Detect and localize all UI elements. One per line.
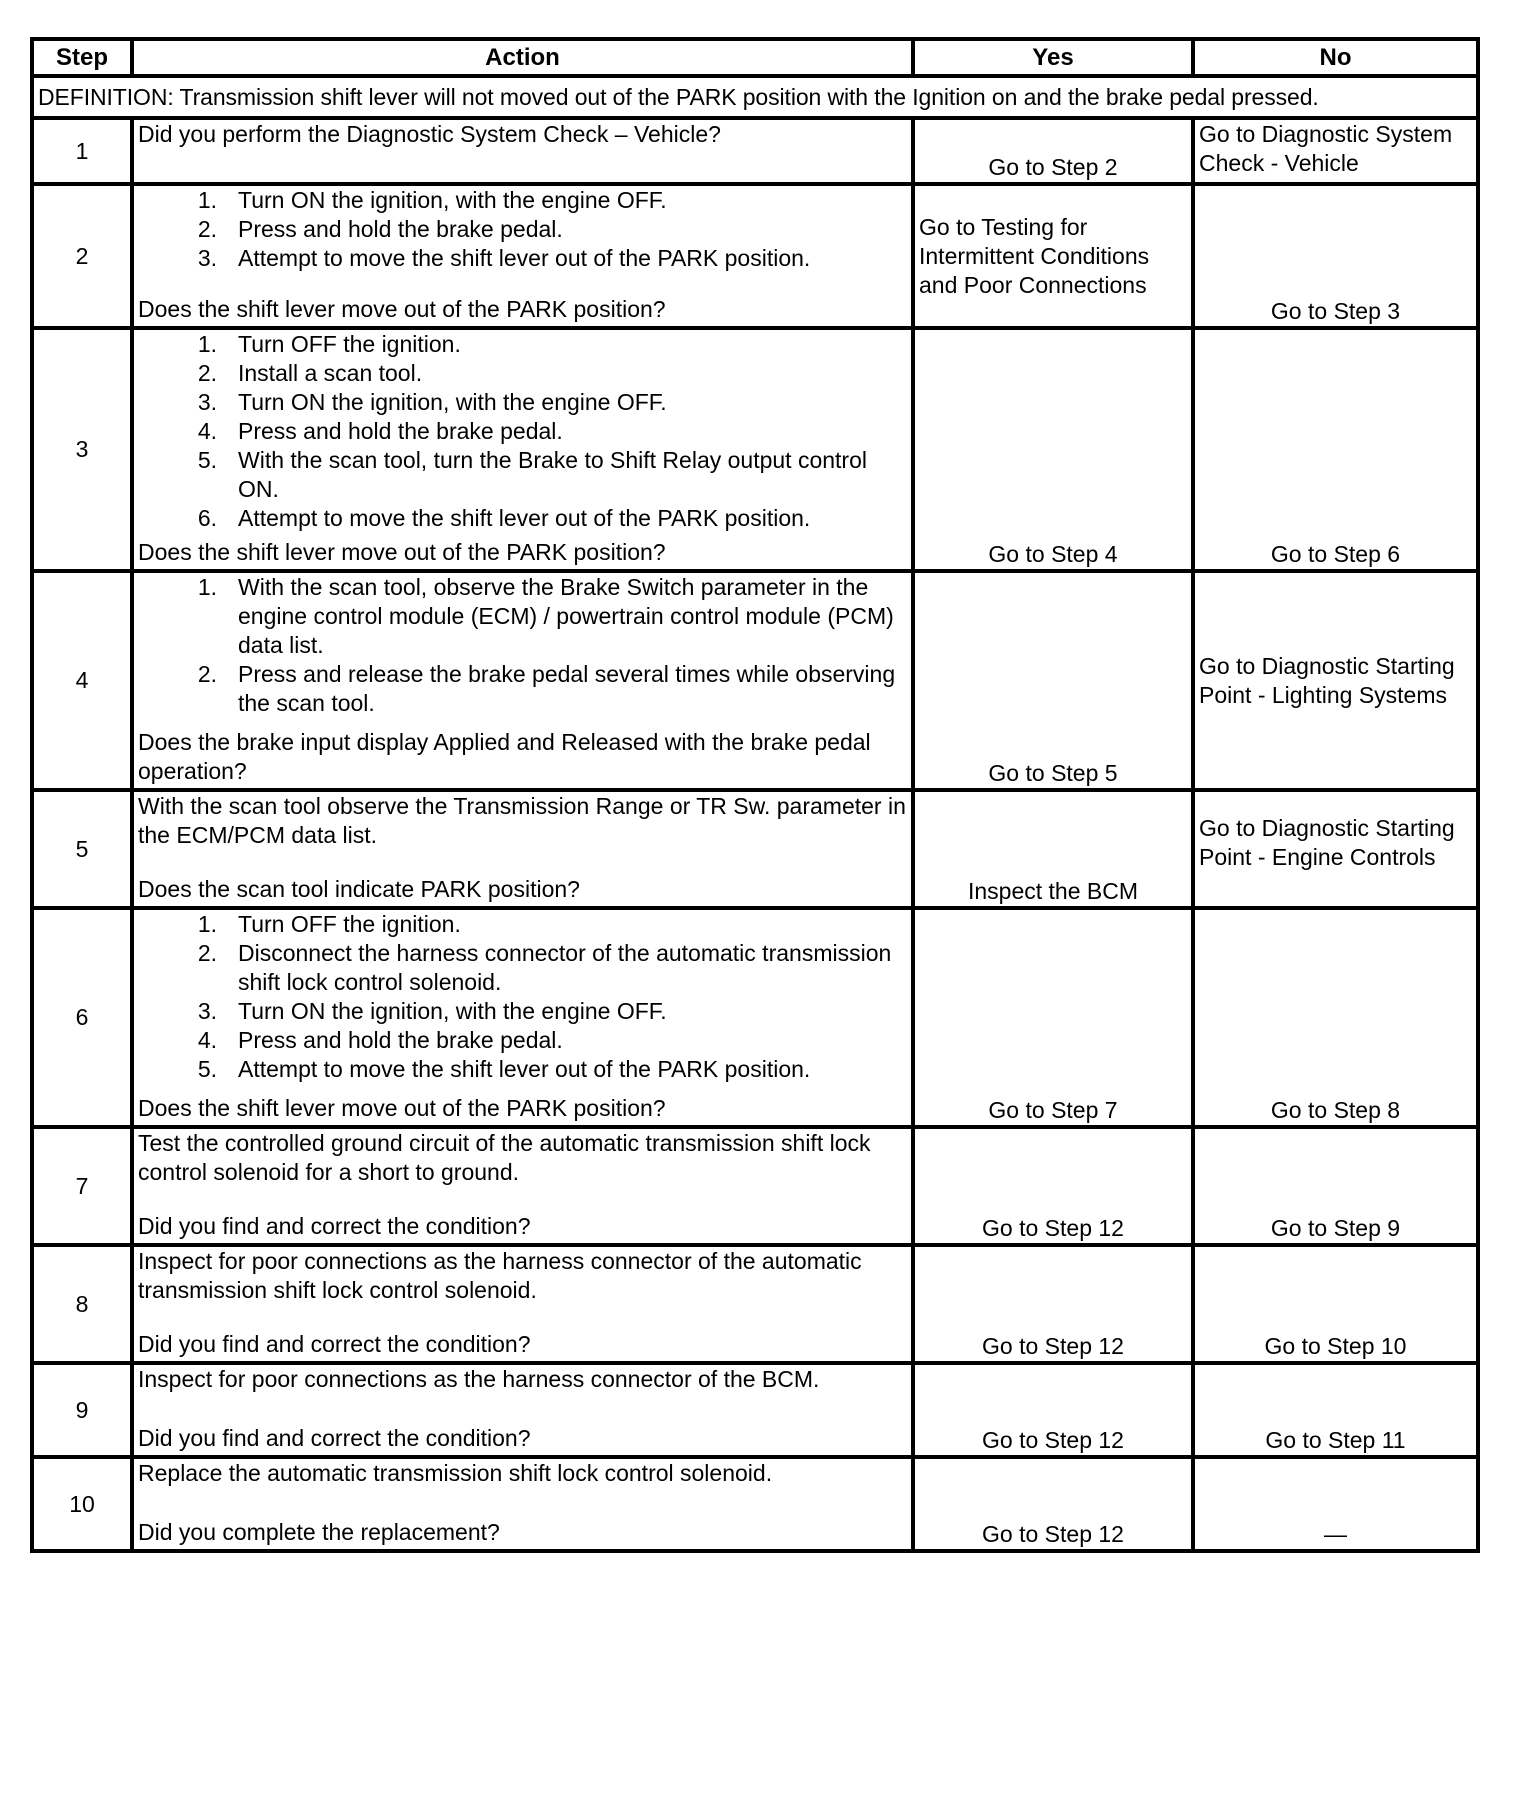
action-top (138, 792, 907, 850)
action-question: Did you find and correct the condition? (138, 1425, 531, 1451)
action-step-text: Turn ON the ignition, with the engine OFF. (238, 187, 667, 213)
action-step-number: 6. (197, 505, 217, 531)
action-cell (132, 1127, 913, 1245)
action-step-number: 1. (197, 187, 217, 213)
action-step-item (197, 660, 907, 718)
action-step-text: Disconnect the harness connector of the automatic transmission shift lock control solenoid. (238, 940, 892, 995)
action-cell (132, 1457, 913, 1551)
header-no: No (1193, 39, 1478, 76)
table-row (32, 118, 1478, 184)
action-question: Did you complete the replacement? (138, 1519, 500, 1545)
yes-result: Go to Step 12 (913, 1127, 1193, 1245)
action-question: Does the shift lever move out of the PARK position? (138, 539, 666, 565)
table-row (32, 1457, 1478, 1551)
action-step-text: Press and hold the brake pedal. (238, 418, 563, 444)
action-content (138, 910, 907, 1123)
no-result: Go to Step 9 (1193, 1127, 1478, 1245)
action-content (138, 792, 907, 904)
action-content (138, 1459, 907, 1547)
yes-result: Go to Step 12 (913, 1457, 1193, 1551)
table-row (32, 1363, 1478, 1457)
action-step-text: Attempt to move the shift lever out of the PARK position. (238, 505, 811, 531)
action-step-number: 4. (197, 1027, 217, 1053)
action-step-item (197, 939, 907, 997)
action-content (138, 1365, 907, 1453)
no-result: Go to Step 11 (1193, 1363, 1478, 1457)
step-number: 8 (32, 1245, 132, 1363)
table-body (32, 76, 1478, 1551)
step-number: 4 (32, 571, 132, 790)
step-number: 2 (32, 184, 132, 328)
action-step-text: Turn ON the ignition, with the engine OFF. (238, 998, 667, 1024)
step-number: 7 (32, 1127, 132, 1245)
header-yes: Yes (913, 39, 1193, 76)
table-row (32, 184, 1478, 328)
action-content (138, 1129, 907, 1241)
diagnostic-table (30, 37, 1480, 1553)
action-step-number: 3. (197, 998, 217, 1024)
yes-result: Go to Step 7 (913, 908, 1193, 1127)
step-number: 6 (32, 908, 132, 1127)
action-step-text: Turn OFF the ignition. (238, 331, 461, 357)
yes-result: Go to Step 12 (913, 1363, 1193, 1457)
step-number: 3 (32, 328, 132, 571)
action-steps-list (138, 330, 907, 533)
action-steps-list (138, 573, 907, 718)
action-question: Does the shift lever move out of the PARK position? (138, 1095, 666, 1121)
no-result: Go to Step 10 (1193, 1245, 1478, 1363)
action-step-text: Attempt to move the shift lever out of the PARK position. (238, 245, 811, 271)
table-row (32, 328, 1478, 571)
action-step-text: Press and release the brake pedal several times while observing the scan tool. (238, 661, 896, 716)
action-top (138, 1247, 907, 1305)
action-cell (132, 908, 913, 1127)
action-step-text: Press and hold the brake pedal. (238, 1027, 563, 1053)
no-result: Go to Diagnostic Starting Point - Lighting Systems (1193, 571, 1478, 790)
action-step-number: 4. (197, 418, 217, 444)
action-step-item (197, 186, 907, 215)
action-step-number: 2. (197, 216, 217, 242)
action-step-item (197, 1055, 907, 1084)
action-step-item (197, 388, 907, 417)
action-top (138, 910, 907, 1084)
action-step-number: 2. (197, 360, 217, 386)
action-step-number: 3. (197, 389, 217, 415)
action-top (138, 573, 907, 718)
action-step-number: 1. (197, 574, 217, 600)
action-step-text: Turn OFF the ignition. (238, 911, 461, 937)
action-step-text: With the scan tool, observe the Brake Switch parameter in the engine control module (ECM) / powertrain control module (PCM) data list. (238, 574, 894, 658)
action-content (138, 1247, 907, 1359)
no-result: Go to Diagnostic System Check - Vehicle (1193, 118, 1478, 184)
action-step-number: 3. (197, 245, 217, 271)
action-intro: With the scan tool observe the Transmission Range or TR Sw. parameter in the ECM/PCM data list. (138, 793, 906, 848)
header-action: Action (132, 39, 913, 76)
action-step-item (197, 330, 907, 359)
action-top (138, 1459, 907, 1488)
action-cell (132, 1363, 913, 1457)
yes-result: Go to Step 12 (913, 1245, 1193, 1363)
action-step-item (197, 417, 907, 446)
action-top (138, 1129, 907, 1187)
action-cell (132, 328, 913, 571)
action-intro: Replace the automatic transmission shift lock control solenoid. (138, 1460, 773, 1486)
no-result: Go to Step 8 (1193, 908, 1478, 1127)
action-step-text: Attempt to move the shift lever out of the PARK position. (238, 1056, 811, 1082)
action-top (138, 330, 907, 533)
action-step-number: 1. (197, 911, 217, 937)
definition-text: DEFINITION: Transmission shift lever will not moved out of the PARK position with the Ignition on and the brake pedal pressed. (32, 76, 1478, 118)
action-intro: Inspect for poor connections as the harness connector of the BCM. (138, 1366, 820, 1392)
table-row (32, 1245, 1478, 1363)
action-steps-list (138, 910, 907, 1084)
action-top (138, 1365, 907, 1394)
table-row (32, 908, 1478, 1127)
yes-result: Go to Step 2 (913, 118, 1193, 184)
action-cell (132, 790, 913, 908)
action-step-text: Install a scan tool. (238, 360, 423, 386)
table-row (32, 571, 1478, 790)
no-result: Go to Step 3 (1193, 184, 1478, 328)
action-step-item (197, 359, 907, 388)
action-step-number: 5. (197, 1056, 217, 1082)
action-cell (132, 184, 913, 328)
action-intro: Did you perform the Diagnostic System Check – Vehicle? (138, 121, 721, 147)
action-question: Did you find and correct the condition? (138, 1331, 531, 1357)
action-step-number: 5. (197, 447, 217, 473)
action-cell (132, 118, 913, 184)
no-result: Go to Step 6 (1193, 328, 1478, 571)
action-question: Does the scan tool indicate PARK position? (138, 876, 580, 902)
action-step-text: With the scan tool, turn the Brake to Shift Relay output control ON. (238, 447, 867, 502)
action-question: Does the brake input display Applied and Released with the brake pedal operation? (138, 729, 871, 784)
action-step-item (197, 215, 907, 244)
action-top (138, 120, 907, 149)
action-content (138, 120, 907, 180)
action-step-number: 2. (197, 661, 217, 687)
no-result: — (1193, 1457, 1478, 1551)
yes-result: Go to Step 4 (913, 328, 1193, 571)
action-question: Does the shift lever move out of the PARK position? (138, 296, 666, 322)
action-question: Did you find and correct the condition? (138, 1213, 531, 1239)
action-step-item (197, 1026, 907, 1055)
step-number: 1 (32, 118, 132, 184)
action-cell (132, 1245, 913, 1363)
action-content (138, 573, 907, 786)
yes-result: Go to Testing for Intermittent Conditions and Poor Connections (913, 184, 1193, 328)
no-result: Go to Diagnostic Starting Point - Engine Controls (1193, 790, 1478, 908)
step-number: 9 (32, 1363, 132, 1457)
action-steps-list (138, 186, 907, 273)
table-row (32, 790, 1478, 908)
action-intro: Test the controlled ground circuit of the automatic transmission shift lock control solenoid for a short to ground. (138, 1130, 871, 1185)
table-row (32, 1127, 1478, 1245)
yes-result: Go to Step 5 (913, 571, 1193, 790)
header-step: Step (32, 39, 132, 76)
action-top (138, 186, 907, 273)
action-step-item (197, 504, 907, 533)
step-number: 10 (32, 1457, 132, 1551)
action-step-item (197, 244, 907, 273)
action-intro: Inspect for poor connections as the harness connector of the automatic transmission shift lock control solenoid. (138, 1248, 862, 1303)
action-cell (132, 571, 913, 790)
header-row (32, 39, 1478, 76)
action-step-number: 2. (197, 940, 217, 966)
action-step-item (197, 910, 907, 939)
action-content (138, 186, 907, 324)
action-step-item (197, 997, 907, 1026)
action-step-text: Press and hold the brake pedal. (238, 216, 563, 242)
action-step-item (197, 446, 907, 504)
action-content (138, 330, 907, 567)
action-step-item (197, 573, 907, 660)
definition-row (32, 76, 1478, 118)
yes-result: Inspect the BCM (913, 790, 1193, 908)
action-step-number: 1. (197, 331, 217, 357)
action-step-text: Turn ON the ignition, with the engine OFF. (238, 389, 667, 415)
step-number: 5 (32, 790, 132, 908)
